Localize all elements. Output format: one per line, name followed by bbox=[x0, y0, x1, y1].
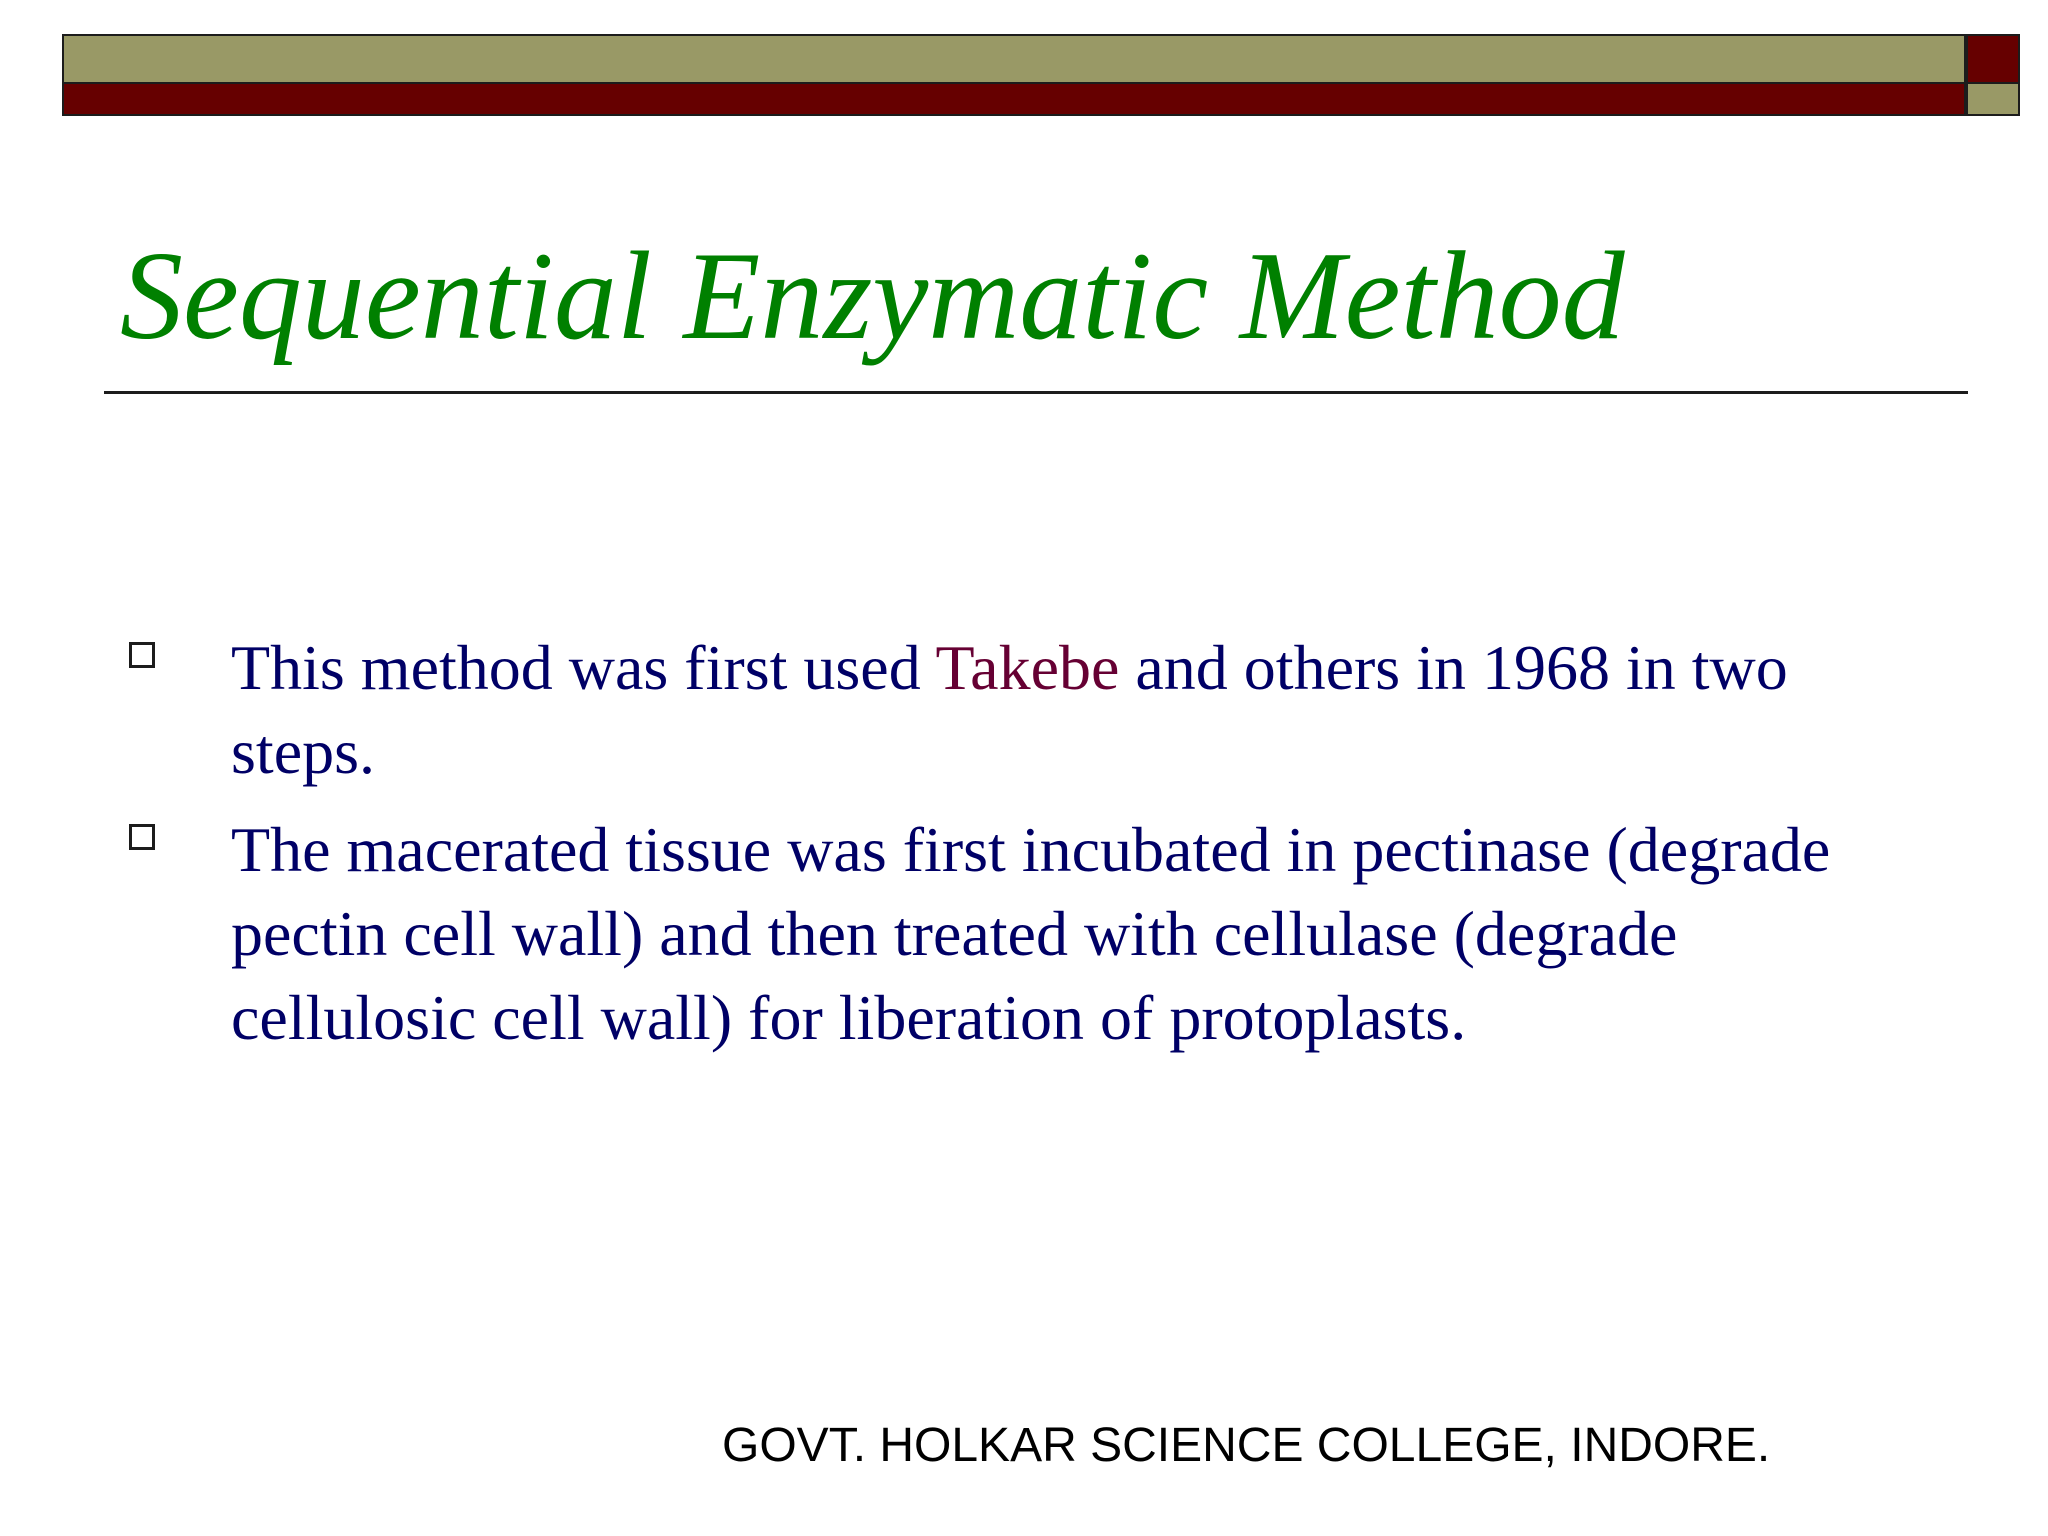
header-bar-olive-square bbox=[1966, 84, 2020, 116]
header-bar-olive-stripe bbox=[62, 34, 1966, 84]
bullet-list bbox=[125, 626, 1925, 1074]
bullet-item-1 bbox=[125, 626, 1925, 794]
decorative-header-bar bbox=[62, 34, 1966, 116]
bullet-1-text-end: and others in 1968 in two steps. bbox=[231, 632, 1788, 787]
bullet-1-highlight-takebe: Takebe bbox=[935, 632, 1120, 703]
title-divider bbox=[104, 391, 1968, 394]
header-bar-maroon-square bbox=[1966, 34, 2020, 84]
bullet-2-text: The macerated tissue was first incubated in pectinase (degrade pectin cell wall) and then treated with cellulase (degrade cellulosic cell wall) for liberation of protoplasts. bbox=[231, 814, 1831, 1053]
header-bar-maroon-stripe bbox=[62, 84, 1966, 116]
slide-title: Sequential Enzymatic Method bbox=[120, 227, 1625, 366]
square-bullet-icon bbox=[129, 824, 155, 850]
slide-footer: GOVT. HOLKAR SCIENCE COLLEGE, INDORE. bbox=[722, 1419, 1771, 1472]
bullet-item-2 bbox=[125, 808, 1925, 1060]
bullet-1-text-start: This method was first used bbox=[231, 632, 936, 703]
square-bullet-icon bbox=[129, 642, 155, 668]
